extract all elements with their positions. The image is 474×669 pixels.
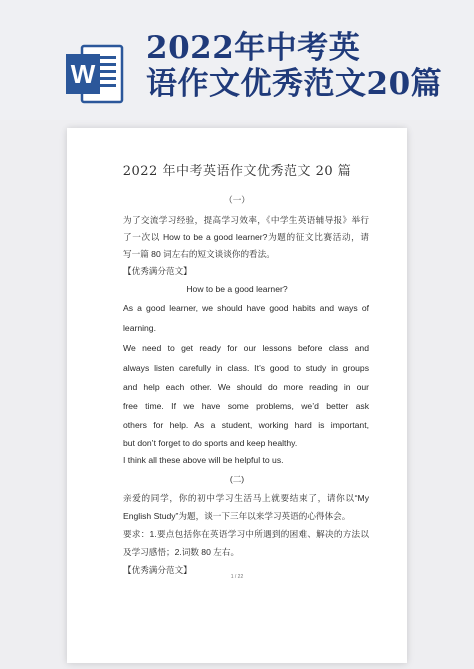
cover-title xyxy=(146,30,442,102)
essay-title: How to be a good learner? xyxy=(186,284,288,294)
sample-label: 【优秀满分范文】 xyxy=(123,266,192,276)
svg-text:W: W xyxy=(70,59,96,89)
essay-line: free time. If we have some problems, we’d better ask xyxy=(123,401,369,411)
prompt-line: English Study”为题，谈一下三年以来学习英语的心得体会。 xyxy=(123,511,351,521)
prompt-line: 要求：1.要点包括你在英语学习中所遇到的困难、解决的方法以 xyxy=(123,529,369,539)
essay-line: but don’t forget to do sports and keep healthy. xyxy=(123,438,298,448)
essay-line: learning. xyxy=(123,323,156,333)
essay-line: We need to get ready for our lessons before class and xyxy=(123,343,369,353)
cover-title-line2: 语作文优秀范文20篇 xyxy=(146,66,443,102)
cover-title-line1: 2022年中考英 xyxy=(146,30,361,66)
section1-heading: （一） xyxy=(224,195,250,205)
prompt-line: 了一次以 How to be a good learner?为题的征文比赛活动，请 xyxy=(123,232,369,242)
sample-label: 【优秀满分范文】 xyxy=(123,565,192,575)
essay-line: I think all these above will be helpful to us. xyxy=(123,455,284,465)
section2-heading: (二) xyxy=(229,474,245,484)
essay-line: As a good learner, we should have good habits and ways of xyxy=(123,303,369,313)
prompt-line: 及学习感悟；2.词数 80 左右。 xyxy=(123,547,240,557)
prompt-line: 亲爱的同学，你的初中学习生活马上就要结束了，请你以“My xyxy=(123,493,369,503)
prompt-line: 为了交流学习经验，提高学习效率，《中学生英语辅导报》举行 xyxy=(123,215,369,225)
essay-line: others for help. As a student, working hard is important, xyxy=(123,420,369,430)
page-number: 1 / 22 xyxy=(230,574,244,580)
document-page xyxy=(67,128,407,663)
word-document-icon xyxy=(64,42,124,106)
essay-line: always listen carefully in class. It’s good to study in groups xyxy=(123,363,369,373)
essay-line: and help each other. We should do more reading in our xyxy=(123,382,369,392)
document-title: 2022 年中考英语作文优秀范文 20 篇 xyxy=(122,164,352,179)
prompt-line: 写一篇 80 词左右的短文谈谈你的看法。 xyxy=(123,249,275,259)
